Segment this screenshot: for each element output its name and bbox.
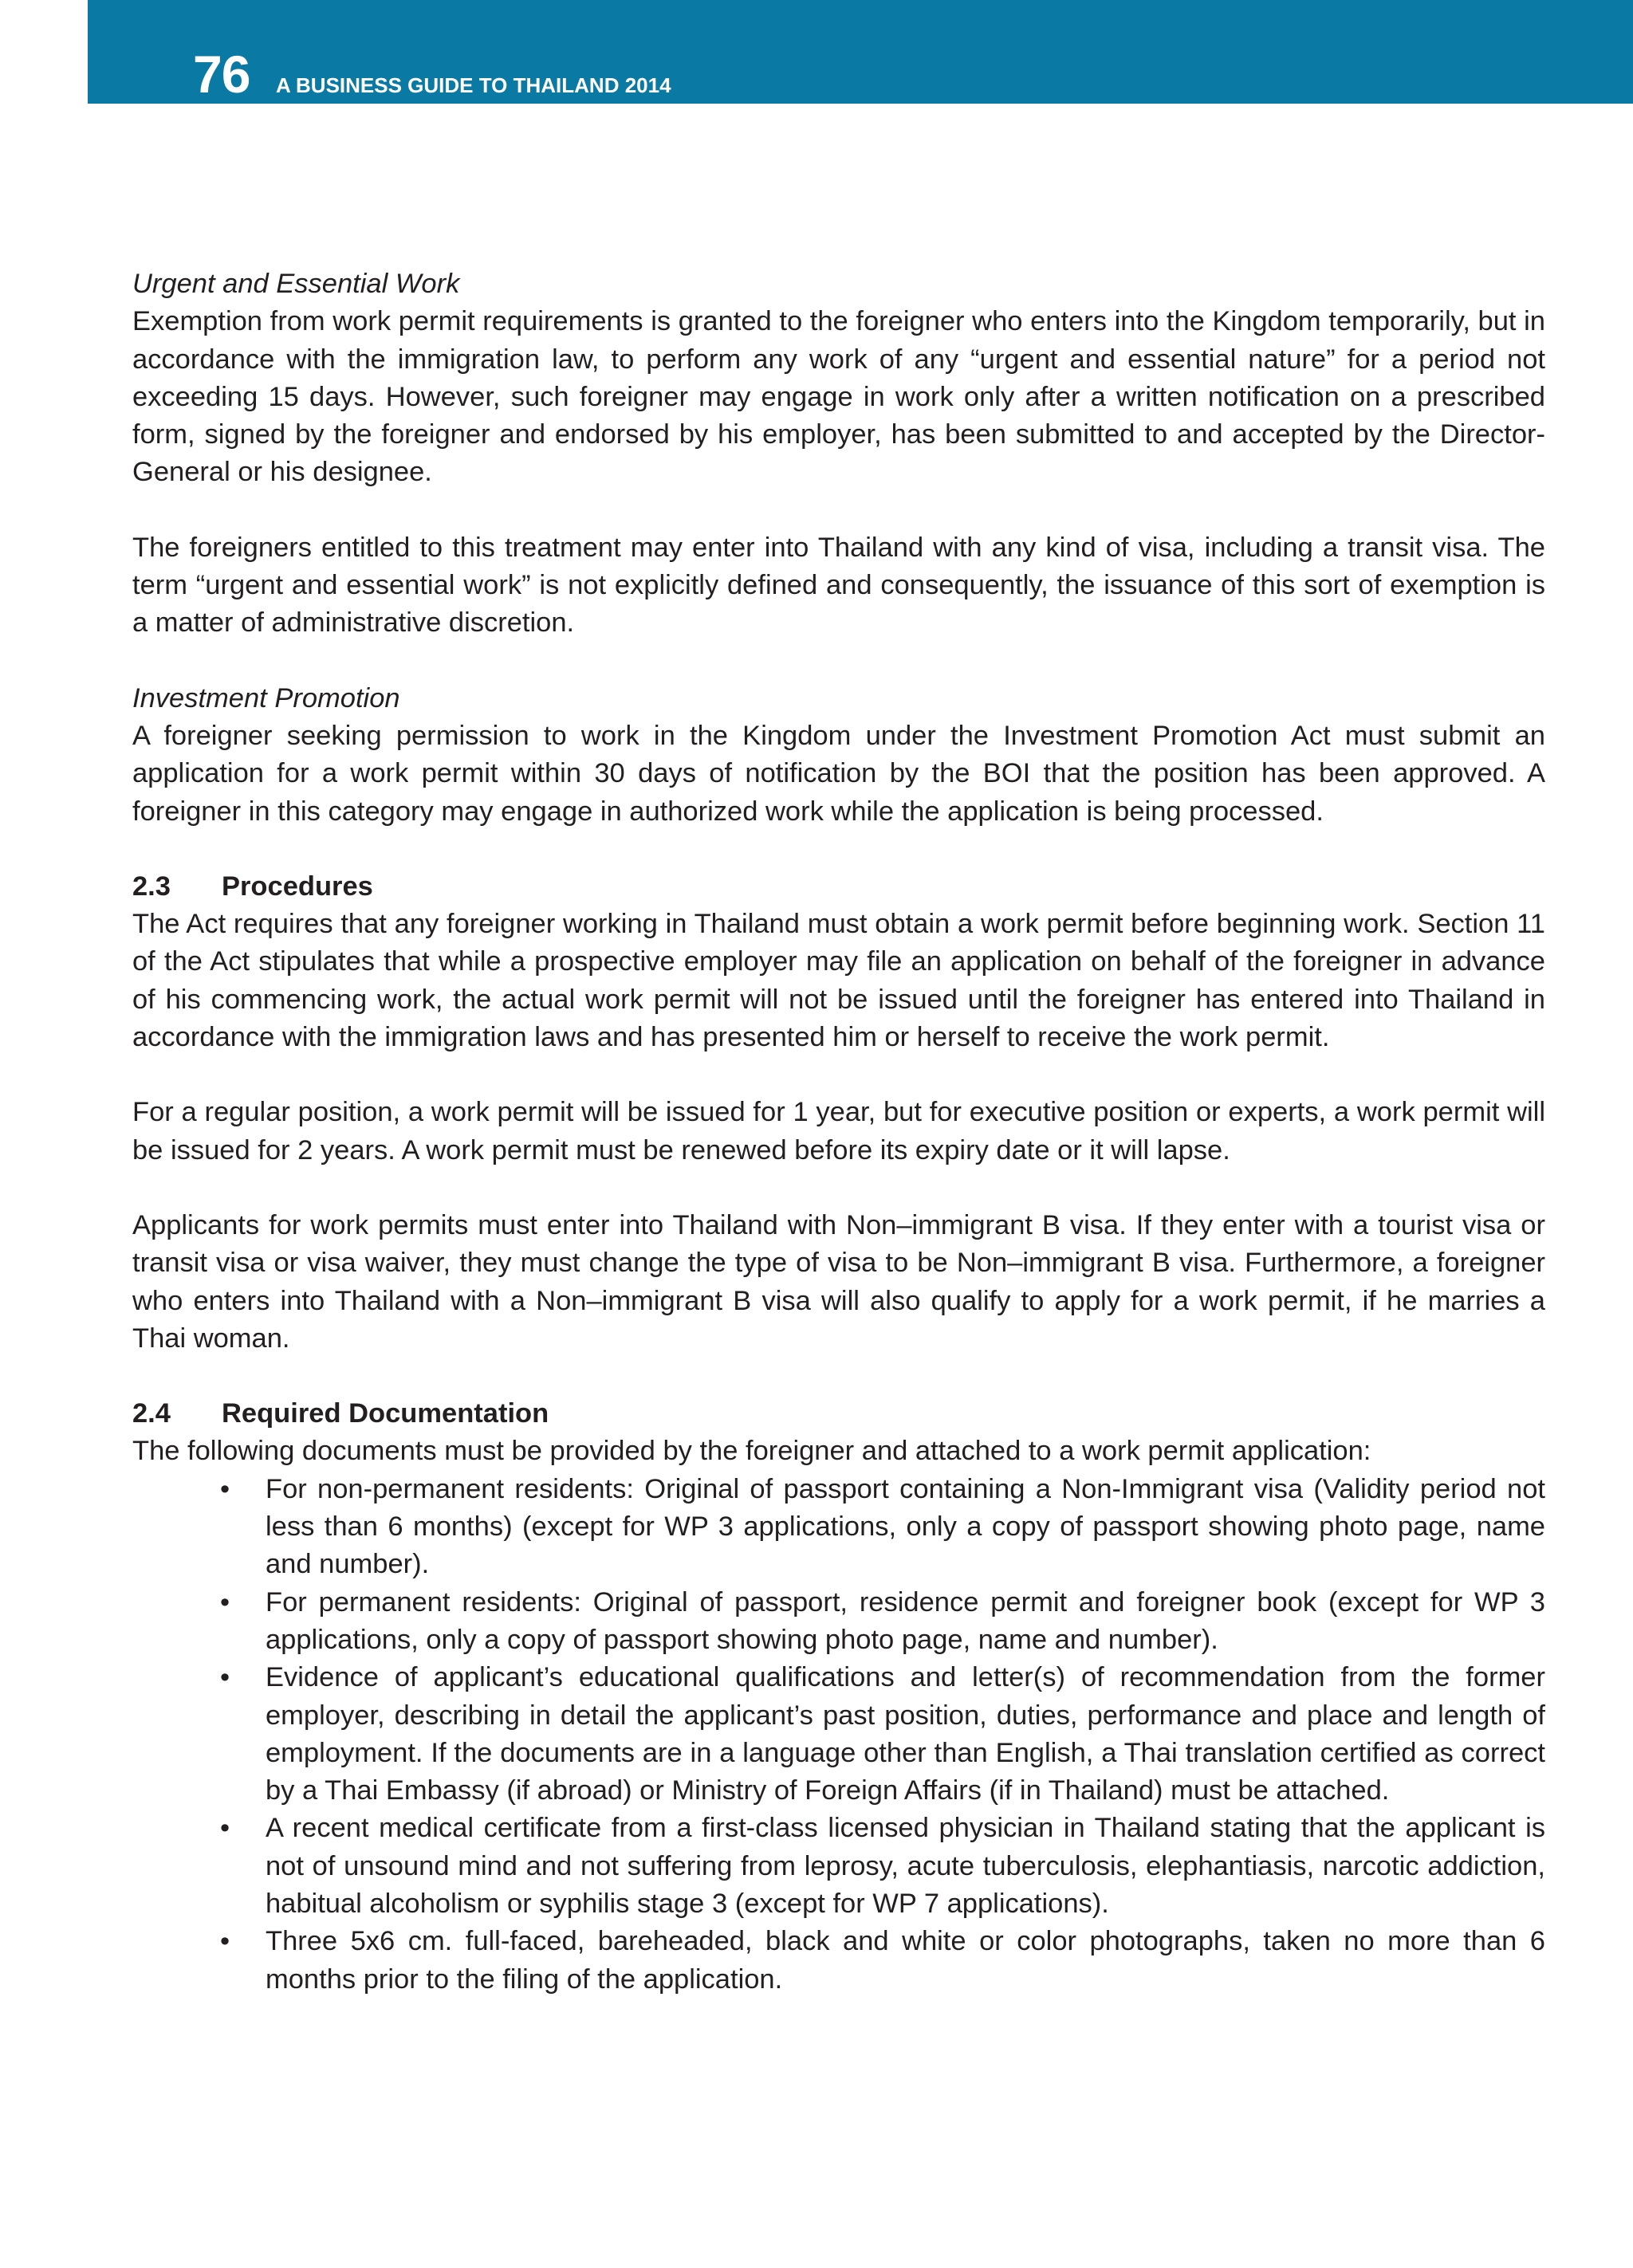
- documentation-section-title: Required Documentation: [222, 1398, 549, 1429]
- list-item-text: A recent medical certificate from a first-class licensed physician in Thailand stating that the applicant is not of unsound mind and not suffering from leprosy, acute tuberculosis, elephantiasis, narcotic addiction, habitual alcoholism or syphilis stage 3 (except for WP 7 applications).: [266, 1813, 1545, 1919]
- list-item-text: Evidence of applicant’s educational qualifications and letter(s) of recommendation from the former employer, describing in detail the applicant’s past position, duties, performance and place and length of employment. If the documents are in a language other than English, a Thai translation certified as correct by a Thai Embassy (if abroad) or Ministry of Foreign Affairs (if in Thailand) must be attached.: [266, 1662, 1545, 1806]
- urgent-work-paragraph-1: Exemption from work permit requirements is granted to the foreigner who enters into the Kingdom temporarily, but in accordance with the immigration law, to perform any work of any “urgent and essential nature” for a period not exceeding 15 days. However, such foreigner may engage in work only after a written notification on a prescribed form, signed by the foreigner and endorsed by his employer, has been submitted to and accepted by the Director-General or his designee.: [132, 306, 1545, 488]
- procedures-heading: [132, 868, 1545, 906]
- page-number: 76: [193, 45, 250, 104]
- urgent-work-paragraph-2: The foreigners entitled to this treatment may enter into Thailand with any kind of visa, including a transit visa. The term “urgent and essential work” is not explicitly defined and consequently, the issuance of this sort of exemption is a matter of administrative discretion.: [132, 532, 1545, 639]
- procedures-paragraph-1: The Act requires that any foreigner working in Thailand must obtain a work permit before beginning work. Section 11 of the Act stipulates that while a prospective employer may file an application on behalf of the foreigner in advance of his commencing work, the actual work permit will not be issued until the foreigner has entered into Thailand in accordance with the immigration laws and has presented him or herself to receive the work permit.: [132, 909, 1545, 1053]
- list-item-text: For non-permanent residents: Original of passport containing a Non-Immigrant visa (Validity period not less than 6 months) (except for WP 3 applications, only a copy of passport showing photo page, name and number).: [266, 1473, 1545, 1580]
- page-content: [132, 265, 1545, 1999]
- list-item: [132, 1923, 1545, 1999]
- documentation-heading: [132, 1395, 1545, 1433]
- running-title: A BUSINESS GUIDE TO THAILAND 2014: [276, 73, 671, 97]
- bullet-icon: •: [220, 1586, 230, 1617]
- procedures-paragraph-2: For a regular position, a work permit will be issued for 1 year, but for executive position or experts, a work permit will be issued for 2 years. A work permit must be renewed before its expiry date or it will lapse.: [132, 1097, 1545, 1165]
- documentation-list: [132, 1471, 1545, 1999]
- list-item: [132, 1810, 1545, 1923]
- list-item: [132, 1659, 1545, 1810]
- investment-promotion-heading: Investment Promotion: [132, 682, 400, 713]
- procedures-section-number: 2.3: [132, 871, 171, 902]
- procedures-paragraph-3: Applicants for work permits must enter into Thailand with Non–immigrant B visa. If they enter with a tourist visa or transit visa or visa waiver, they must change the type of visa to be Non–immigrant B visa. Furthermore, a foreigner who enters into Thailand with a Non–immigrant B visa will also qualify to apply for a work permit, if he marries a Thai woman.: [132, 1209, 1545, 1354]
- bullet-icon: •: [220, 1926, 230, 1957]
- list-item-text: For permanent residents: Original of passport, residence permit and foreigner book (except for WP 3 applications, only a copy of passport showing photo page, name and number).: [266, 1586, 1545, 1655]
- investment-promotion-paragraph: A foreigner seeking permission to work in the Kingdom under the Investment Promotion Act must submit an application for a work permit within 30 days of notification by the BOI that the position has been approved. A foreigner in this category may engage in authorized work while the application is being processed.: [132, 720, 1545, 827]
- bullet-icon: •: [220, 1813, 230, 1844]
- list-item: [132, 1471, 1545, 1584]
- list-item: [132, 1584, 1545, 1660]
- documentation-section-number: 2.4: [132, 1398, 171, 1429]
- documentation-intro: The following documents must be provided by the foreigner and attached to a work permit application:: [132, 1436, 1371, 1467]
- list-item-text: Three 5x6 cm. full-faced, bareheaded, black and white or color photographs, taken no more than 6 months prior to the filing of the application.: [266, 1926, 1545, 1995]
- bullet-icon: •: [220, 1662, 230, 1693]
- bullet-icon: •: [220, 1473, 230, 1504]
- header-bar: [88, 0, 1633, 104]
- procedures-section-title: Procedures: [222, 871, 373, 902]
- urgent-work-heading: Urgent and Essential Work: [132, 269, 460, 299]
